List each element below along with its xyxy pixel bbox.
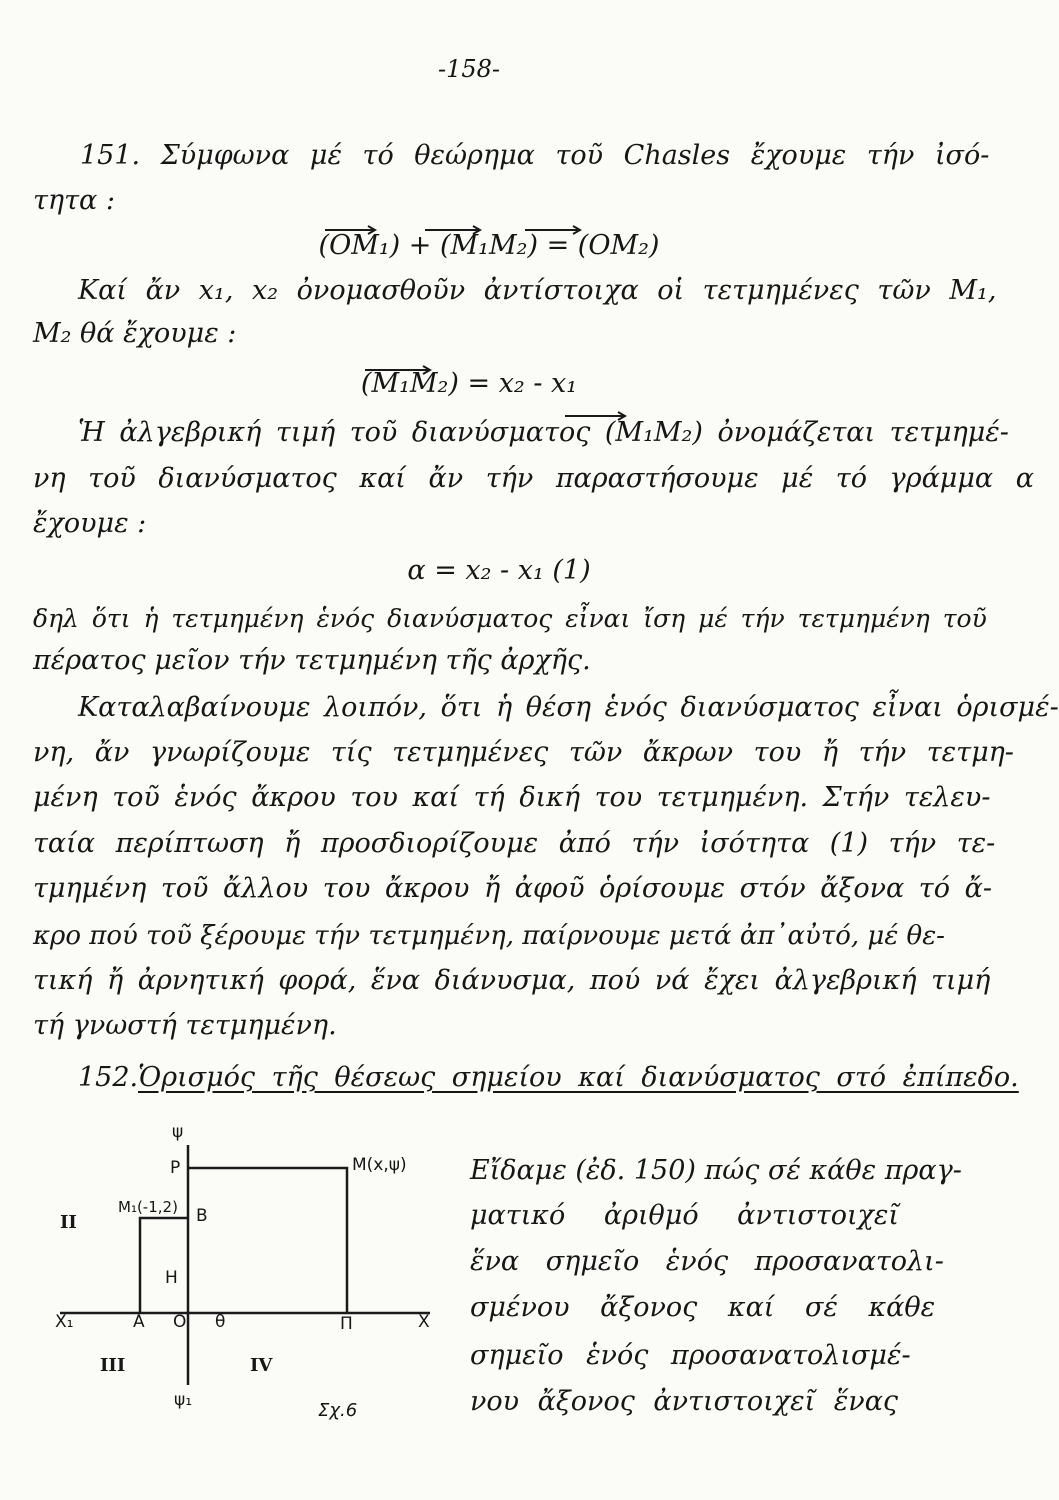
sec151-line17: τή γνωστή τετμημένη. [33, 1010, 337, 1041]
sec151-line16: τική ἤ ἀρνητική φορά, ἕνα διάνυσμα, πού νά ἔχει ἀλγεβρική τιμή [33, 965, 991, 996]
equation-chasles: (OM₁) + (M₁M₂) = (OM₂) [318, 230, 660, 261]
sec151-line15: κρο πού τοῦ ξέρουμε τήν τετμημένη, παίρνουμε μετά ἀπ᾽αὐτό, μέ θε- [33, 921, 945, 951]
sec151-line12: μένη τοῦ ἑνός ἄκρου του καί τή δική του τετμημένη. Στήν τελευ- [33, 782, 991, 813]
rectangle-m [188, 1168, 347, 1313]
label-theta: θ [215, 1312, 226, 1332]
sec151-line2: τητα : [33, 185, 115, 216]
sec152-title: Ὁρισμός τῆς θέσεως σημείου καί διανύσματος στό ἐπίπεδο. [138, 1062, 1019, 1093]
sec152-text-2: ἕνα σημεῖο ἑνός προσανατολι- [470, 1246, 944, 1277]
label-x1: X₁ [55, 1312, 74, 1332]
rectangle-m1 [140, 1218, 188, 1313]
sec152-text-3: σμένου ἄξονος καί σέ κάθε [470, 1292, 936, 1323]
label-m1: M₁(-1,2) [118, 1198, 178, 1216]
label-o: O [173, 1312, 187, 1332]
sec152-text-5: νου ἄξονος ἀντιστοιχεῖ ἕνας [470, 1386, 899, 1417]
label-psi1: ψ₁ [174, 1390, 193, 1410]
sec151-line3: Καί ἄν x₁, x₂ ὀνομασθοῦν ἀντίστοιχα οἱ τετμημένες τῶν M₁, [78, 275, 997, 306]
label-m: M(x,ψ) [352, 1155, 407, 1175]
sec151-line11: νη, ἄν γνωρίζουμε τίς τετμημένες τῶν ἄκρων του ἤ τήν τετμη- [33, 737, 1014, 768]
sec152-text-1: ματικό ἀριθμό ἀντιστοιχεῖ [470, 1200, 899, 1231]
sec151-line5: Ἡ ἀλγεβρική τιμή τοῦ διανύσματος (M₁M₂) ὀνομάζεται τετμημέ- [78, 417, 1009, 448]
label-pi: Π [340, 1314, 353, 1334]
label-x: X [418, 1312, 430, 1332]
sec152-number: 152. [78, 1062, 139, 1093]
quadrant-iv: IV [250, 1355, 273, 1376]
sec151-line1: 151. Σύμφωνα μέ τό θεώρημα τοῦ Chasles ἔχουμε τήν ἰσό- [80, 140, 990, 171]
label-p: P [170, 1158, 181, 1178]
label-b: B [196, 1206, 208, 1226]
sec151-line9: πέρατος μεῖον τήν τετμημένη τῆς ἀρχῆς. [33, 645, 591, 676]
equation-m1m2: (M₁M₂) = x₂ - x₁ [360, 368, 578, 399]
sec151-line4: M₂ θά ἔχουμε : [33, 318, 237, 349]
quadrant-iii: III [100, 1355, 126, 1376]
sec151-line13: ταία περίπτωση ἤ προσδιορίζουμε ἀπό τήν ἰσότητα (1) τήν τε- [33, 828, 996, 859]
label-a: A [133, 1312, 145, 1332]
label-h: H [165, 1268, 178, 1288]
sec151-line7: ἔχουμε : [33, 508, 147, 539]
sec151-line14: τμημένη τοῦ ἄλλου του ἄκρου ἤ ἀφοῦ ὁρίσουμε στόν ἄξονα τό ἄ- [33, 873, 992, 904]
label-psi: ψ [172, 1122, 184, 1142]
sec151-line6: νη τοῦ διανύσματος καί ἄν τήν παραστήσουμε μέ τό γράμμα α [33, 463, 1034, 494]
sec151-line8: δηλ ὅτι ἡ τετμημένη ἑνός διανύσματος εἶναι ἴση μέ τήν τετμημένη τοῦ [33, 604, 987, 633]
sec152-text-0: Εἴδαμε (ἐδ. 150) πώς σέ κάθε πραγ- [470, 1155, 962, 1186]
equation-1: α = x₂ - x₁ (1) [407, 555, 591, 586]
sec151-line10: Καταλαβαίνουμε λοιπόν, ὅτι ἡ θέση ἑνός διανύσματος εἶναι ὁρισμέ- [78, 692, 1059, 723]
sec152-text-4: σημεῖο ἑνός προσανατολισμέ- [470, 1340, 911, 1371]
quadrant-ii: II [60, 1212, 77, 1233]
figure-caption: Σχ.6 [318, 1400, 358, 1421]
page-number: -158- [437, 55, 501, 83]
